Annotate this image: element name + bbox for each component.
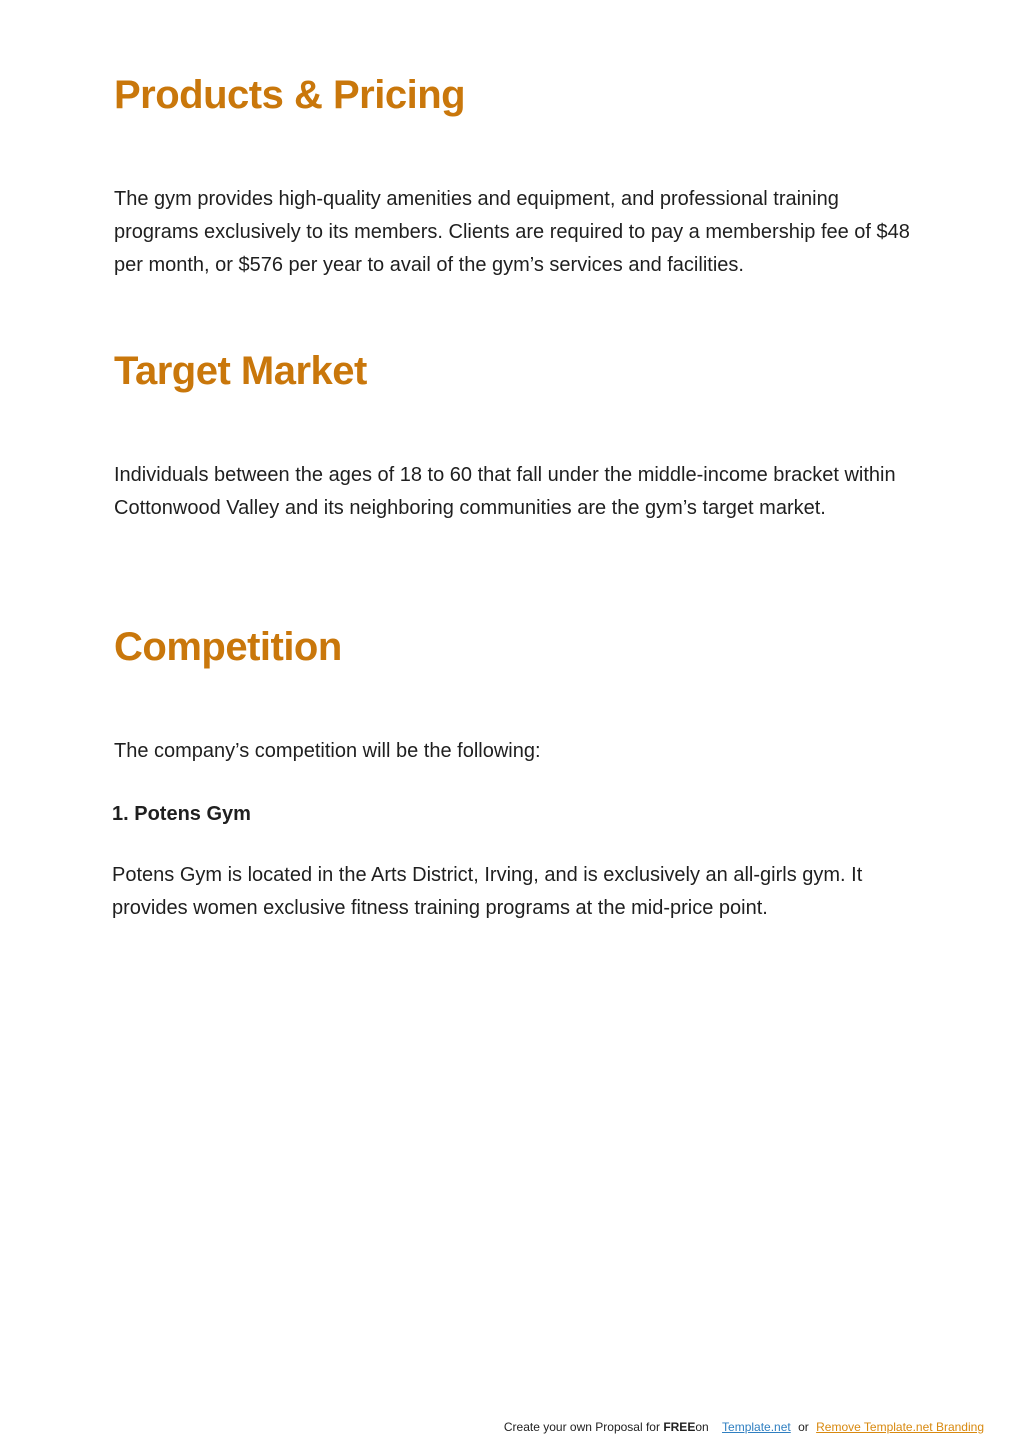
branding-footer [504,1419,984,1435]
competitor-description: Potens Gym is located in the Arts District, Irving, and is exclusively an all-girls gym. It provides women exclusive fitness training programs at the mid-price point. [112,864,863,919]
target-market-paragraph: Individuals between the ages of 18 to 60 that fall under the middle-income bracket within Cottonwood Valley and its neighboring communities are the gym’s target market. [114,464,896,519]
footer-prefix: Create your own Proposal for [503,1420,664,1434]
products-pricing-heading: Products & Pricing [114,73,466,117]
competition-heading: Competition [114,625,342,669]
competitor-name: 1. Potens Gym [112,803,251,825]
footer-on-label: on [695,1420,709,1434]
target-market-heading: Target Market [114,349,367,393]
footer-or-label: or [798,1420,809,1434]
products-pricing-paragraph: The gym provides high-quality amenities and equipment, and professional training programs exclusively to its members. Clients are required to pay a membership fee of $48 per month, or $576 per year to avail of the gym’s services and facilities. [114,188,910,276]
template-net-link[interactable]: Template.net [722,1420,791,1434]
remove-branding-link[interactable]: Remove Template.net Branding [816,1420,984,1434]
competition-intro-paragraph: The company’s competition will be the following: [114,740,541,762]
footer-free-label: FREE [663,1420,696,1434]
